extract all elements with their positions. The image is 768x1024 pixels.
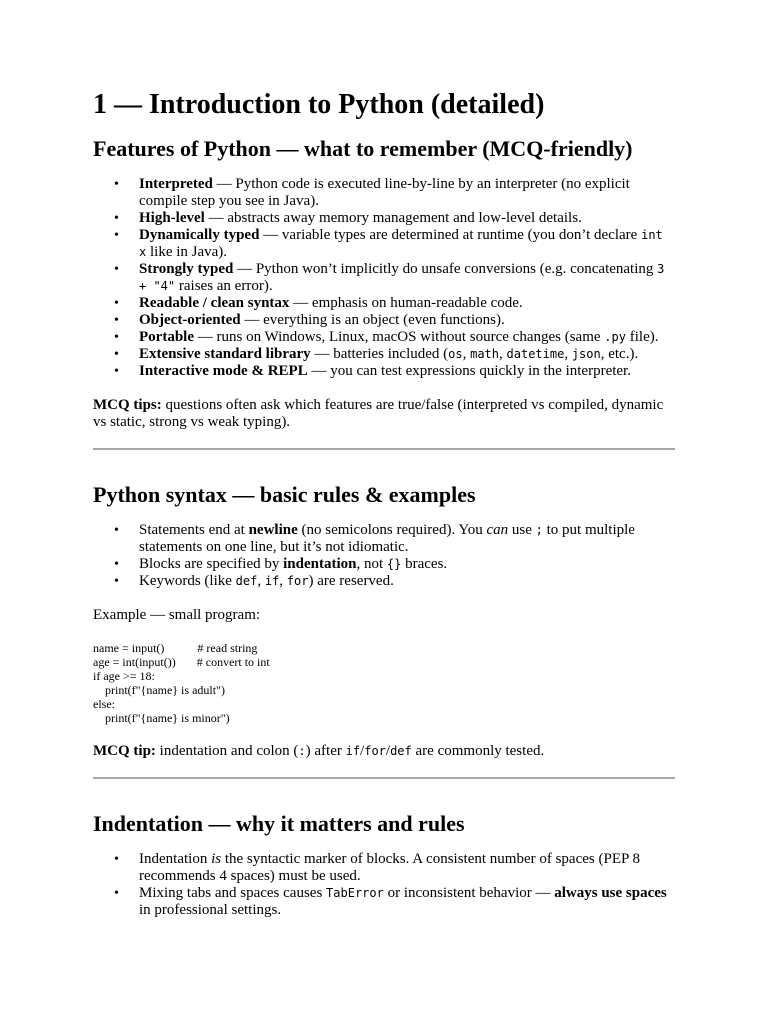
list-item: • Indentation is the syntactic marker of blocks. A consistent number of spaces (PEP 8 recommends 4 spaces) must be used. [139,851,675,885]
syntax-mcq-tip: MCQ tip: indentation and colon (:) after if/for/def are commonly tested. [93,743,545,759]
code-line: age = int(input()) # convert to int [93,655,270,669]
syntax-heading: Python syntax — basic rules & examples [93,482,476,507]
list-item: • Portable — runs on Windows, Linux, macOS without source changes (same .py file). [139,329,675,346]
list-item: • Statements end at newline (no semicolons required). You can use ; to put multiple statements on one line, but it’s not idiomatic. [139,522,675,556]
code-block [93,641,675,725]
section-divider [93,777,675,779]
features-list [93,176,675,380]
code-line: print(f"{name} is minor") [93,711,230,725]
list-item: • Strongly typed — Python won’t implicitly do unsafe conversions (e.g. concatenating 3 + "4" raises an error). [139,261,675,295]
features-mcq-tip: MCQ tips: questions often ask which features are true/false (interpreted vs compiled, dynamic vs static, strong vs weak typing). [93,397,664,430]
list-item: • Mixing tabs and spaces causes TabError or inconsistent behavior — always use spaces in professional settings. [139,885,675,919]
code-line: else: [93,697,115,711]
list-item: • Keywords (like def, if, for) are reserved. [139,573,675,590]
syntax-list [93,522,675,590]
indentation-list [93,851,675,919]
features-heading: Features of Python — what to remember (MCQ-friendly) [93,136,633,161]
list-item: • Object-oriented — everything is an object (even functions). [139,312,675,329]
list-item: • Blocks are specified by indentation, not {} braces. [139,556,675,573]
list-item: • Interpreted — Python code is executed line-by-line by an interpreter (no explicit compile step you see in Java). [139,176,675,210]
example-label: Example — small program: [93,607,261,623]
section-divider [93,448,675,450]
list-item: • Interactive mode & REPL — you can test expressions quickly in the interpreter. [139,363,675,380]
indentation-heading: Indentation — why it matters and rules [93,811,465,836]
code-line: if age >= 18: [93,669,155,683]
code-line: print(f"{name} is adult") [93,683,225,697]
code-line: name = input() # read string [93,641,258,655]
list-item: • High-level — abstracts away memory management and low-level details. [139,210,675,227]
list-item: • Readable / clean syntax — emphasis on human-readable code. [139,295,675,312]
list-item: • Extensive standard library — batteries included (os, math, datetime, json, etc.). [139,346,675,363]
page-title: 1 — Introduction to Python (detailed) [93,89,545,120]
document-content [93,86,675,919]
list-item: • Dynamically typed — variable types are determined at runtime (you don’t declare int x like in Java). [139,227,675,261]
